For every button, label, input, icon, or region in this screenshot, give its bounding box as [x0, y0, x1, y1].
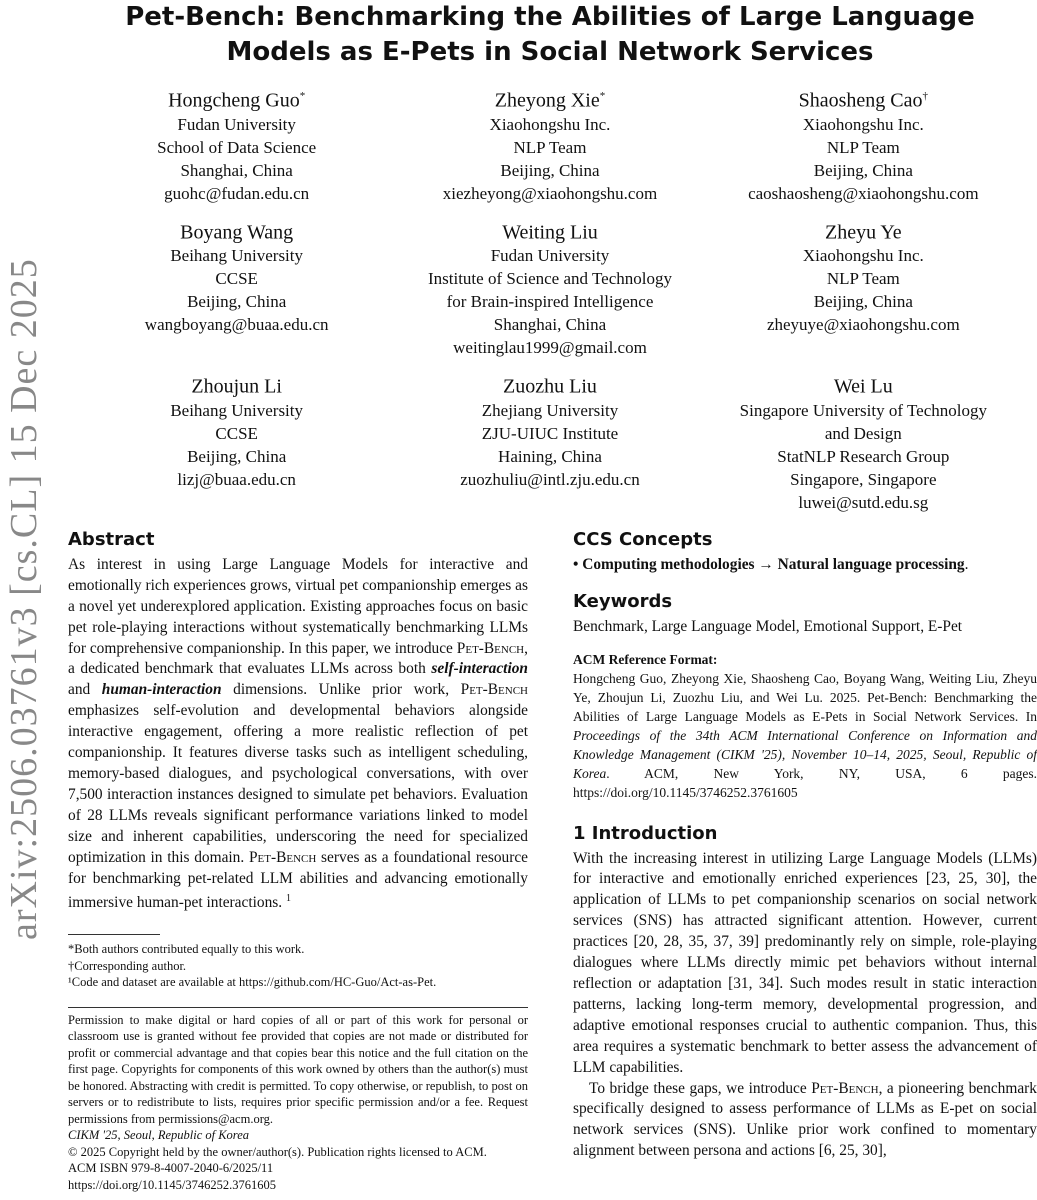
author-affiliation-line: CCSE: [215, 423, 258, 443]
author-affiliation-line: Beijing, China: [500, 160, 600, 180]
author-affiliation-line: luwei@sutd.edu.sg: [798, 492, 929, 512]
footnote: *Both authors contributed equally to this work.: [68, 942, 305, 957]
author-affiliation-line: Fudan University: [177, 114, 296, 134]
author-affiliation-line: NLP Team: [513, 137, 587, 157]
title-line: Models as E-Pets in Social Network Services: [226, 37, 874, 67]
author-affiliation-line: School of Data Science: [157, 137, 317, 157]
ccs-concepts: • Computing methodologies → Natural language processing.: [573, 555, 969, 573]
author: [393, 216, 706, 360]
intro-heading: 1 Introduction: [573, 822, 718, 844]
author-affiliation-line: Shanghai, China: [493, 315, 607, 335]
arxiv-stamp: arXiv:2506.03761v3 [cs.CL] 15 Dec 2025: [3, 258, 45, 940]
paper-title: [60, 0, 1037, 70]
author-affiliation-line: guohc@fudan.edu.cn: [164, 183, 310, 203]
author-affiliation-line: Xiaohongshu Inc.: [802, 114, 924, 134]
venue: CIKM '25, Seoul, Republic of Korea: [68, 1128, 250, 1143]
right-column: [573, 530, 1037, 1162]
author-affiliation-line: NLP Team: [826, 269, 900, 289]
author-affiliation-line: Institute of Science and Technology: [427, 269, 672, 289]
author-affiliation-line: for Brain-inspired Intelligence: [446, 292, 654, 312]
intro-paragraph: To bridge these gaps, we introduce Pet-Bench, a pioneering benchmark specifically designed to assess performance of LLMs as E-pet on social network services (SNS). Unlike prior work confined to momentary alignment between persona and actions [6, 25, 30],: [573, 1079, 1037, 1160]
permission-block: [68, 1007, 528, 1194]
author-name: Weiting Liu: [502, 221, 598, 244]
author-affiliation-line: Singapore, Singapore: [790, 469, 937, 489]
author-affiliation-line: NLP Team: [826, 137, 900, 157]
author: [393, 370, 706, 514]
author-name: Hongcheng Guo*: [168, 89, 306, 112]
author: [80, 84, 393, 205]
author-affiliation-line: zheyuye@xiaohongshu.com: [766, 315, 960, 335]
author-affiliation-line: wangboyang@buaa.edu.cn: [144, 315, 329, 335]
author-affiliation-line: Haining, China: [498, 446, 602, 466]
keywords-heading: Keywords: [573, 590, 673, 612]
title-line: Pet-Bench: Benchmarking the Abilities of Large Language: [125, 2, 975, 32]
acm-ref-text: Hongcheng Guo, Zheyong Xie, Shaosheng Cao, Boyang Wang, Weiting Liu, Zheyu Ye, Zhoujun Li, Zuozhu Liu, and Wei Lu. 2025. Pet-Bench: Benchmarking the Abilities of Large Language Models as E-Pets in Social Network Services. In Proceedings of the 34th ACM International Conference on Information and Knowledge Management (CIKM '25), November 10–14, 2025, Seoul, Republic of Korea. ACM, New York, NY, USA, 6 pages. https://doi.org/10.1145/3746252.3761605: [573, 670, 1037, 800]
footnotes: [68, 941, 528, 991]
permission-text: Permission to make digital or hard copies of all or part of this work for personal or classroom use is granted without fee provided that copies are not made or distributed for profit or commercial advantage and that copies bear this notice and the full citation on the first page. Copyrights for components of this work owned by others than the author(s) must be honored. Abstracting with credit is permitted. To copy otherwise, or republish, to post on servers or to redistribute to lists, requires prior specific permission and/or a fee. Request permissions from permissions@acm.org.: [68, 1012, 528, 1126]
author-affiliation-line: Singapore University of Technology: [739, 400, 987, 420]
author-affiliation-line: Beijing, China: [187, 446, 287, 466]
author: [707, 84, 1020, 205]
author-name: Zuozhu Liu: [503, 375, 597, 398]
author-affiliation-line: xiezheyong@xiaohongshu.com: [442, 183, 658, 203]
author-affiliation-line: CCSE: [215, 269, 258, 289]
author-affiliation-line: zuozhuliu@intl.zju.edu.cn: [460, 469, 640, 489]
author-affiliation-line: and Design: [824, 423, 902, 443]
author-row: [80, 216, 1020, 360]
footnote-link[interactable]: ¹Code and dataset are available at https://github.com/HC-Guo/Act-as-Pet.: [68, 975, 437, 990]
footnote-rule: [68, 934, 160, 935]
author-name: Zheyu Ye: [824, 221, 902, 244]
author-row: [80, 84, 1020, 205]
abstract-text: As interest in using Large Language Models for interactive and emotionally rich experiences grows, virtual pet companionship emerges as a novel yet underexplored application. Existing approaches focus on basic pet role-playing interactions without systematically benchmarking LLMs for comprehensive companionship. In this paper, we introduce Pet-Bench, a dedicated benchmark that evaluates LLMs across both self-interaction and human-interaction dimensions. Unlike prior work, Pet-Bench emphasizes self-evolution and developmental behaviors alongside interactive engagement, offering a more realistic reflection of pet companionship. It features diverse tasks such as intelligent scheduling, memory-based dialogues, and psychological conversations, with over 7,500 interaction instances designed to simulate pet behaviors. Evaluation of 28 LLMs reveals significant performance variations linked to model size and inherent capabilities, underscoring the need for specialized optimization in this domain. Pet-Bench serves as a foundational resource for benchmarking pet-related LLM abilities and advancing emotionally immersive human-pet interactions. $^1$: [68, 555, 529, 912]
author-affiliation-line: Xiaohongshu Inc.: [802, 246, 924, 266]
author-row: [80, 370, 1020, 514]
author-affiliation-line: Beijing, China: [813, 292, 913, 312]
abstract-heading: Abstract: [68, 529, 155, 550]
footnote: †Corresponding author.: [68, 958, 187, 973]
author-affiliation-line: Fudan University: [490, 246, 610, 266]
keywords-text: Benchmark, Large Language Model, Emotional Support, E-Pet: [573, 617, 963, 635]
isbn: ACM ISBN 979-8-4007-2040-6/2025/11: [68, 1161, 274, 1176]
author-affiliation-line: Beijing, China: [187, 292, 287, 312]
author-affiliation-line: Zhejiang University: [481, 400, 619, 420]
author-name: Shaosheng Cao†: [798, 89, 929, 112]
left-column: [68, 530, 528, 1193]
author: [80, 216, 393, 360]
author-name: Wei Lu: [833, 375, 893, 398]
acm-ref-heading: ACM Reference Format:: [573, 651, 718, 667]
author-affiliation-line: Beihang University: [170, 246, 303, 266]
copyright: © 2025 Copyright held by the owner/author(s). Publication rights licensed to ACM.: [68, 1144, 487, 1159]
author-affiliation-line: Beihang University: [170, 400, 303, 420]
author-name: Zheyong Xie*: [494, 89, 606, 112]
author: [707, 216, 1020, 360]
author-name: Zhoujun Li: [191, 375, 282, 398]
author-affiliation-line: weitinglau1999@gmail.com: [453, 338, 647, 358]
author-affiliation-line: StatNLP Research Group: [777, 446, 950, 466]
intro-paragraph: With the increasing interest in utilizing Large Language Models (LLMs) for interactive and emotionally enriched experiences [23, 25, 30], the application of LLMs to pet companionship scenarios on social network services (SNS) has attracted significant attention. However, current practices [20, 28, 35, 37, 39] predominantly rely on simple, role-playing dialogues where LLMs directly mimic pet behaviors without internal reflection or adaptation [31, 34]. Such modes result in static interaction patterns, lacking long-term memory, developmental progression, and adaptive emotional responses crucial to authentic companion. Thus, this area requires a systematic benchmark to better assess the advancement of LLM capabilities.: [573, 849, 1037, 1076]
author: [707, 370, 1020, 514]
author-block: [80, 84, 1020, 525]
author-affiliation-line: lizj@buaa.edu.cn: [177, 469, 296, 489]
author-name: Boyang Wang: [180, 221, 294, 244]
acm-reference: [573, 650, 1037, 802]
author-affiliation-line: Beijing, China: [813, 160, 913, 180]
author-affiliation-line: ZJU-UIUC Institute: [481, 423, 619, 443]
author-affiliation-line: Shanghai, China: [180, 160, 293, 180]
author-affiliation-line: Xiaohongshu Inc.: [489, 114, 611, 134]
author-affiliation-line: caoshaosheng@xiaohongshu.com: [748, 183, 979, 203]
doi-link[interactable]: https://doi.org/10.1145/3746252.3761605: [68, 1177, 276, 1192]
ccs-heading: CCS Concepts: [573, 529, 713, 550]
author: [80, 370, 393, 514]
author: [393, 84, 706, 205]
